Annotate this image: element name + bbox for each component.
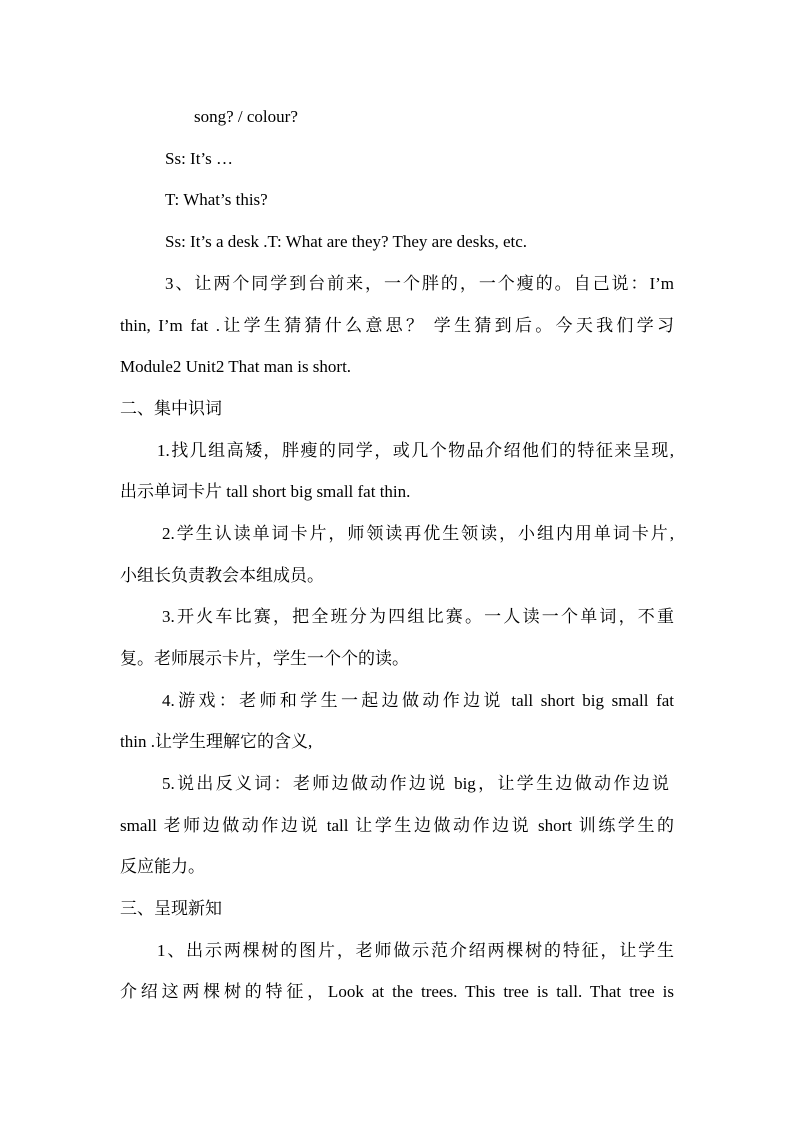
text-line: 2.学生认读单词卡片，师领读再优生领读，小组内用单词卡片, — [162, 524, 674, 543]
text-line: 小组长负责教会本组成员。 — [120, 566, 324, 585]
section-heading: 二、集中识词 — [120, 399, 222, 418]
text-line: T: What’s this? — [165, 190, 268, 209]
text-line: Ss: It’s … — [165, 149, 234, 168]
text-line: 反应能力。 — [120, 857, 205, 876]
text-line: Ss: It’s a desk .T: What are they? They are desks, etc. — [165, 232, 528, 251]
text-line: Module2 Unit2 That man is short. — [120, 357, 352, 376]
text-line: small 老师边做动作边说 tall 让学生边做动作边说 short 训练学生的 — [120, 816, 674, 835]
text-line: 1、出示两棵树的图片，老师做示范介绍两棵树的特征，让学生 — [157, 941, 674, 960]
text-line: song? / colour? — [194, 107, 298, 126]
text-line: 复。老师展示卡片，学生一个个的读。 — [120, 649, 409, 668]
section-heading: 三、呈现新知 — [120, 899, 222, 918]
text-line: 1.找几组高矮，胖瘦的同学，或几个物品介绍他们的特征来呈现, — [157, 441, 674, 460]
text-line: 出示单词卡片 tall short big small fat thin. — [120, 482, 411, 501]
text-line: thin .让学生理解它的含义, — [120, 732, 313, 751]
text-line: 3.开火车比赛，把全班分为四组比赛。一人读一个单词，不重 — [162, 607, 674, 626]
text-line: thin, I’m fat .让学生猜猜什么意思？ 学生猜到后。今天我们学习 — [120, 316, 674, 335]
text-line: 4.游戏：老师和学生一起边做动作边说 tall short big small fat — [162, 691, 674, 710]
text-line: 5.说出反义词：老师边做动作边说 big，让学生边做动作边说 — [162, 774, 669, 793]
text-line: 介绍这两棵树的特征，Look at the trees. This tree is tall. That tree is — [120, 982, 674, 1001]
text-line: 3、让两个同学到台前来，一个胖的，一个瘦的。自己说：I’m — [165, 274, 674, 293]
